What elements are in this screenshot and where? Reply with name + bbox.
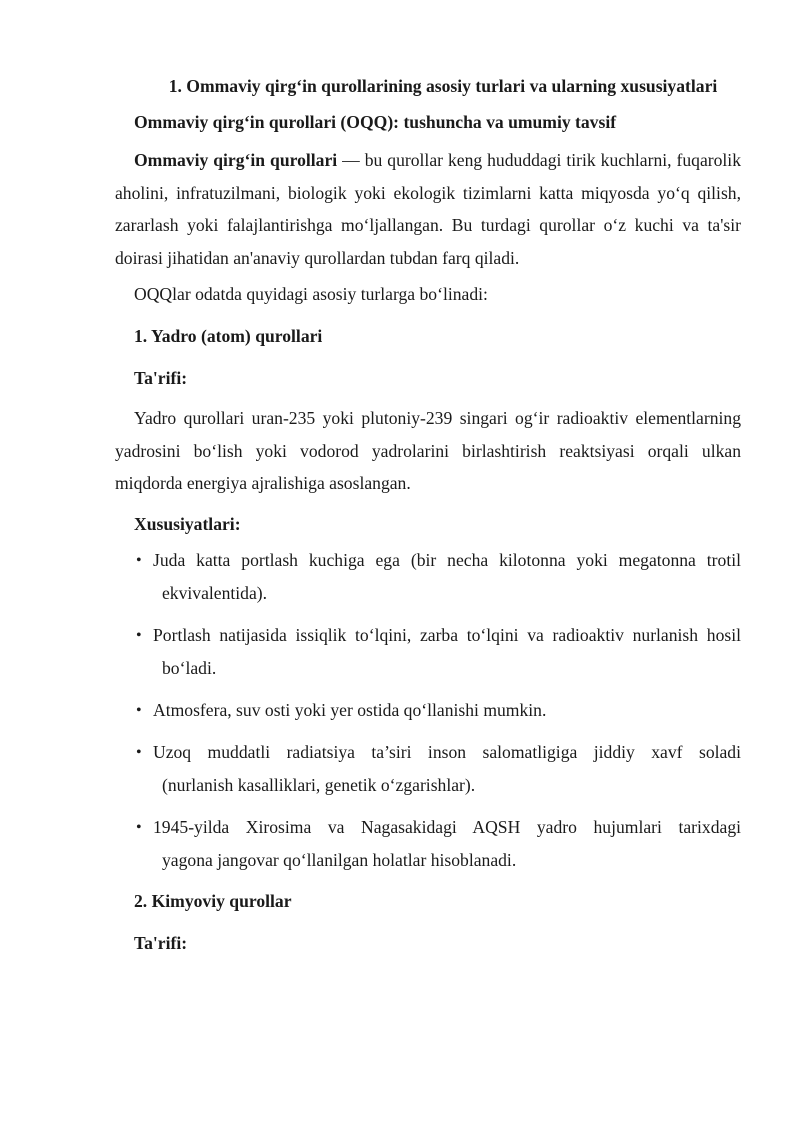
- intro-paragraph: [115, 144, 741, 274]
- bullet-icon: •: [136, 743, 142, 761]
- list-item-text-line2: bo‘ladi.: [162, 657, 217, 678]
- list-item: [115, 811, 741, 877]
- intro-term: Ommaviy qirg‘in qurollari: [134, 150, 338, 170]
- list-item-text-line2: (nurlanish kasalliklari, genetik o‘zgarishlar).: [162, 774, 476, 795]
- list-item-text-line2: yagona jangovar qo‘llanilgan holatlar hisoblanadi.: [162, 849, 517, 870]
- intro-text: — bu qurollar keng hududdagi tirik kuchlarni, fuqarolik aholini, infratuzilmani, biologik yoki ekologik tizimlarni katta miqyosda yo‘q qilish, zararlash yoki falajlantirishga mo‘ljallangan. Bu turdagi qurollar o‘z kuchi va ta'sir doirasi jihatidan an'anaviy qurollardan tubdan farq qiladi.: [115, 150, 741, 268]
- list-item-text-line1: Juda katta portlash kuchiga ega (bir necha kilotonna yoki megatonna trotil: [153, 549, 741, 570]
- section2-heading: 2. Kimyoviy qurollar: [134, 890, 292, 911]
- section1-heading: 1. Yadro (atom) qurollari: [134, 326, 323, 346]
- section2-definition-label: Ta'rifi:: [134, 932, 188, 953]
- list-item-text-line1: 1945-yilda Xirosima va Nagasakidagi AQSH yadro hujumlari tarixdagi: [153, 816, 741, 837]
- document-title: 1. Ommaviy qirg‘in qurollarining asosiy turlari va ularning xususiyatlari: [168, 76, 718, 96]
- list-item: [115, 694, 741, 727]
- section1-features-label: Xususiyatlari:: [134, 513, 241, 534]
- bullet-icon: •: [136, 626, 142, 644]
- types-intro: OQQlar odatda quyidagi asosiy turlarga bo‘linadi:: [134, 284, 488, 304]
- document-page: [115, 72, 741, 957]
- list-item-text-line2: ekvivalentida).: [162, 582, 268, 603]
- bullet-icon: •: [136, 701, 142, 719]
- list-item-text-line1: Atmosfera, suv osti yoki yer ostida qo‘llanishi mumkin.: [153, 699, 547, 720]
- section1-definition-label: Ta'rifi:: [134, 368, 188, 388]
- list-item: [115, 736, 741, 802]
- list-item-text-line1: Portlash natijasida issiqlik to‘lqini, zarba to‘lqini va radioaktiv nurlanish hosil: [153, 624, 741, 645]
- list-item: [115, 619, 741, 685]
- bullet-icon: •: [136, 818, 142, 836]
- bullet-icon: •: [136, 551, 142, 569]
- section1-features-list: [115, 544, 741, 877]
- list-item-text-line1: Uzoq muddatli radiatsiya ta’siri inson salomatligiga jiddiy xavf soladi: [153, 741, 741, 762]
- list-item: [115, 544, 741, 610]
- section-subtitle: Ommaviy qirg‘in qurollari (OQQ): tushuncha va umumiy tavsif: [134, 112, 617, 132]
- section1-definition-text: Yadro qurollari uran-235 yoki plutoniy-239 singari og‘ir radioaktiv elementlarning yadrosini bo‘lish yoki vodorod yadrolarini birlashtirish reaktsiyasi orqali ulkan miqdorda energiya ajralishiga asoslangan.: [115, 408, 741, 493]
